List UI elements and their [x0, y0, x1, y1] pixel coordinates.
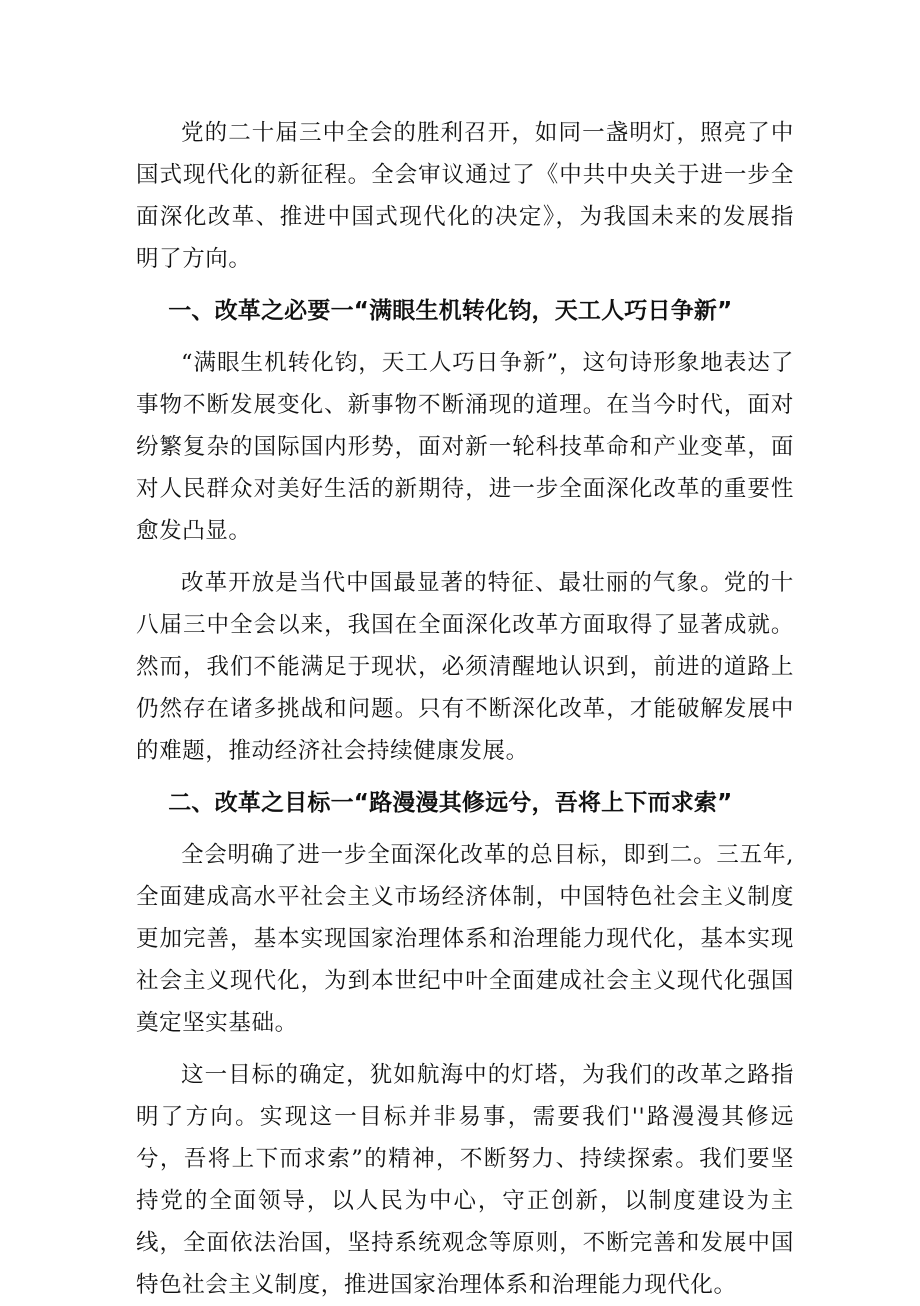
- spacer: [136, 1044, 794, 1054]
- section-2-heading: 二、改革之目标一“路漫漫其修远兮，吾将上下而求索”: [168, 790, 733, 816]
- spacer: [136, 552, 794, 562]
- document-body: [136, 112, 794, 1306]
- section-2-paragraph-1: 全会明确了进一步全面深化改革的总目标，即到二。三五年,全面建成高水平社会主义市场经济体制，中国特色社会主义制度更加完善，基本实现国家治理体系和治理能力现代化，基本实现社会主义现代化，为到本世纪中叶全面建成社会主义现代化强国奠定坚实基础。: [136, 842, 794, 1036]
- spacer: [136, 824, 794, 834]
- spacer: [136, 332, 794, 342]
- section-1-paragraph-1: “满眼生机转化钧，天工人巧日争新”，这句诗形象地表达了事物不断发展变化、新事物不断涌现的道理。在当今时代，面对纷繁复杂的国际国内形势，面对新一轮科技革命和产业变革，面对人民群众对美好生活的新期待，进一步全面深化改革的重要性愈发凸显。: [136, 350, 794, 544]
- section-2-paragraph-2: 这一目标的确定，犹如航海中的灯塔，为我们的改革之路指明了方向。实现这一目标并非易事，需要我们''路漫漫其修远兮，吾将上下而求索”的精神，不断努力、持续探索。我们要坚持党的全面领导，以人民为中心，守正创新，以制度建设为主线，全面依法治国，坚持系统观念等原则，不断完善和发展中国特色社会主义制度，推进国家治理体系和治理能力现代化。: [136, 1062, 794, 1298]
- spacer: [136, 772, 794, 782]
- section-1-paragraph-2: 改革开放是当代中国最显著的特征、最壮丽的气象。党的十八届三中全会以来，我国在全面深化改革方面取得了显著成就。然而，我们不能满足于现状，必须清醒地认识到，前进的道路上仍然存在诸多挑战和问题。只有不断深化改革，才能破解发展中的难题，推动经济社会持续健康发展。: [136, 570, 794, 764]
- intro-paragraph: 党的二十届三中全会的胜利召开，如同一盏明灯，照亮了中国式现代化的新征程。全会审议通过了《中共中央关于进一步全面深化改革、推进中国式现代化的决定》，为我国未来的发展指明了方向。: [136, 120, 794, 272]
- spacer: [136, 280, 794, 290]
- section-1-heading: 一、改革之必要一“满眼生机转化钧，天工人巧日争新”: [168, 298, 733, 324]
